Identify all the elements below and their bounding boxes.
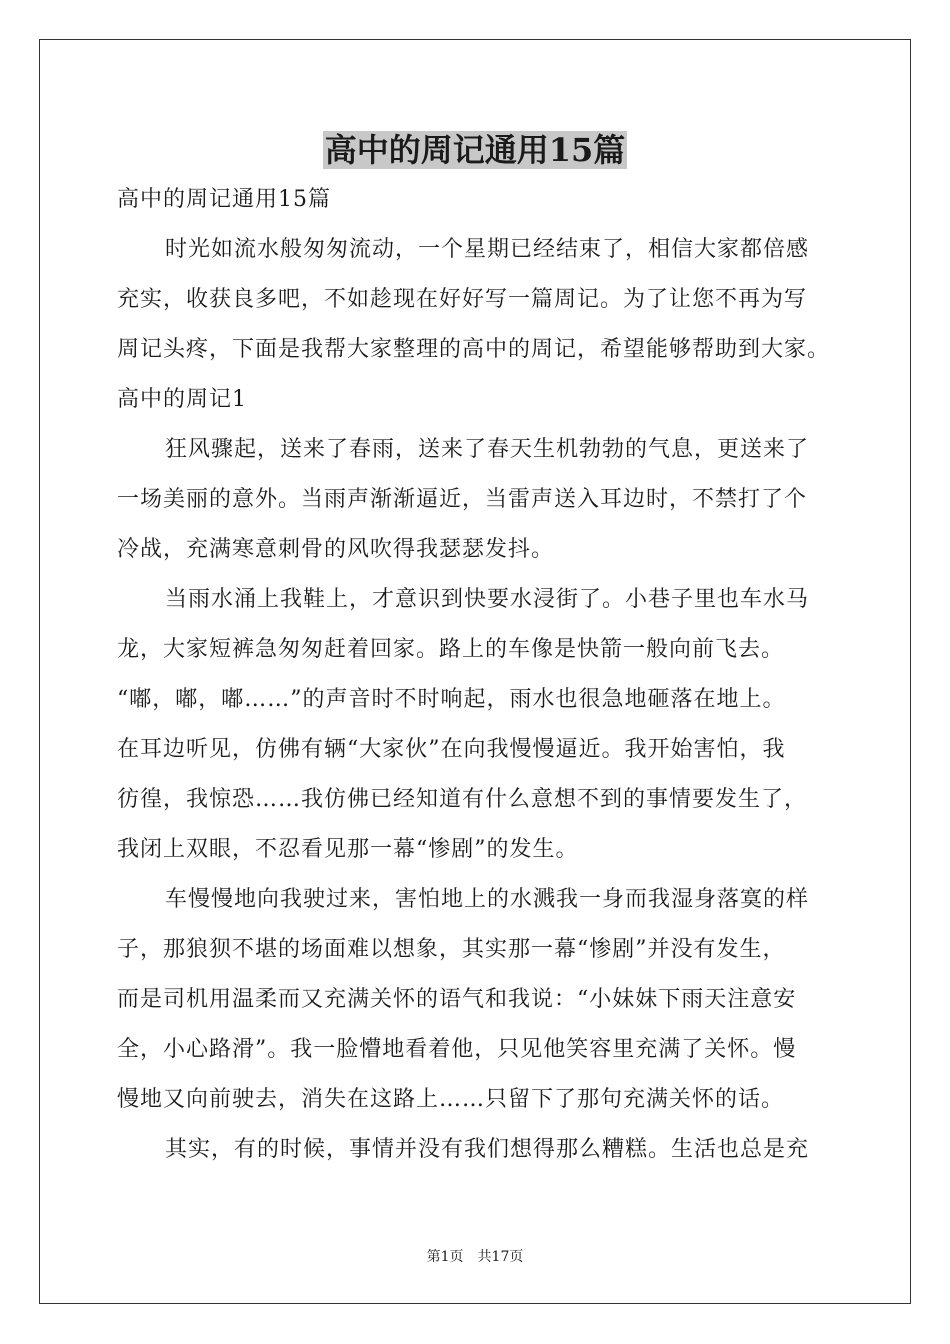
section-heading: 高中的周记1 <box>117 387 247 412</box>
paragraph-line: 冷战，充满寒意刺骨的风吹得我瑟瑟发抖。 <box>117 537 555 562</box>
paragraph-line: 狂风骤起，送来了春雨，送来了春天生机勃勃的气息，更送来了 <box>165 437 810 462</box>
document-title <box>0 128 950 172</box>
paragraph-line: 慢地又向前驶去，消失在这路上……只留下了那句充满关怀的话。 <box>117 1087 785 1112</box>
paragraph-line: 其实，有的时候，事情并没有我们想得那么糟糕。生活也总是充 <box>165 1137 810 1162</box>
paragraph-line: 在耳边听见，仿佛有辆“大家伙”在向我慢慢逼近。我开始害怕，我 <box>117 737 786 762</box>
paragraph-line: 一场美丽的意外。当雨声渐渐逼近，当雷声送入耳边时，不禁打了个 <box>117 487 808 512</box>
paragraph-line: 充实，收获良多吧，不如趁现在好好写一篇周记。为了让您不再为写 <box>117 287 808 312</box>
paragraph-line: 当雨水涌上我鞋上，才意识到快要水浸街了。小巷子里也车水马 <box>165 587 810 612</box>
page-number: 第1页 <box>426 1249 464 1265</box>
paragraph-line: 子，那狼狈不堪的场面难以想象，其实那一幕“惨剧”并没有发生， <box>117 937 786 962</box>
paragraph-line: 周记头疼，下面是我帮大家整理的高中的周记，希望能够帮助到大家。 <box>117 337 831 362</box>
document-title-text: 高中的周记通用15篇 <box>324 131 626 169</box>
paragraph-line: 时光如流水般匆匆流动，一个星期已经结束了，相信大家都倍感 <box>165 237 810 262</box>
page-footer <box>0 1248 950 1266</box>
paragraph-line: 车慢慢地向我驶过来，害怕地上的水溅我一身而我湿身落寞的样 <box>165 887 810 912</box>
page-total: 共17页 <box>477 1249 524 1265</box>
paragraph-line: “嘟，嘟，嘟……”的声音时不时响起，雨水也很急地砸落在地上。 <box>117 687 786 712</box>
paragraph-line: 全，小心路滑”。我一脸懵地看着他，只见他笑容里充满了关怀。慢 <box>117 1037 797 1062</box>
subtitle-line: 高中的周记通用15篇 <box>117 187 331 212</box>
paragraph-line: 我闭上双眼，不忍看见那一幕“惨剧”的发生。 <box>117 837 579 862</box>
paragraph-line: 彷徨，我惊恐……我仿佛已经知道有什么意想不到的事情要发生了， <box>117 787 808 812</box>
paragraph-line: 龙，大家短裤急匆匆赶着回家。路上的车像是快箭一般向前飞去。 <box>117 637 785 662</box>
paragraph-line: 而是司机用温柔而又充满关怀的语气和我说：“小妹妹下雨天注意安 <box>117 987 797 1012</box>
